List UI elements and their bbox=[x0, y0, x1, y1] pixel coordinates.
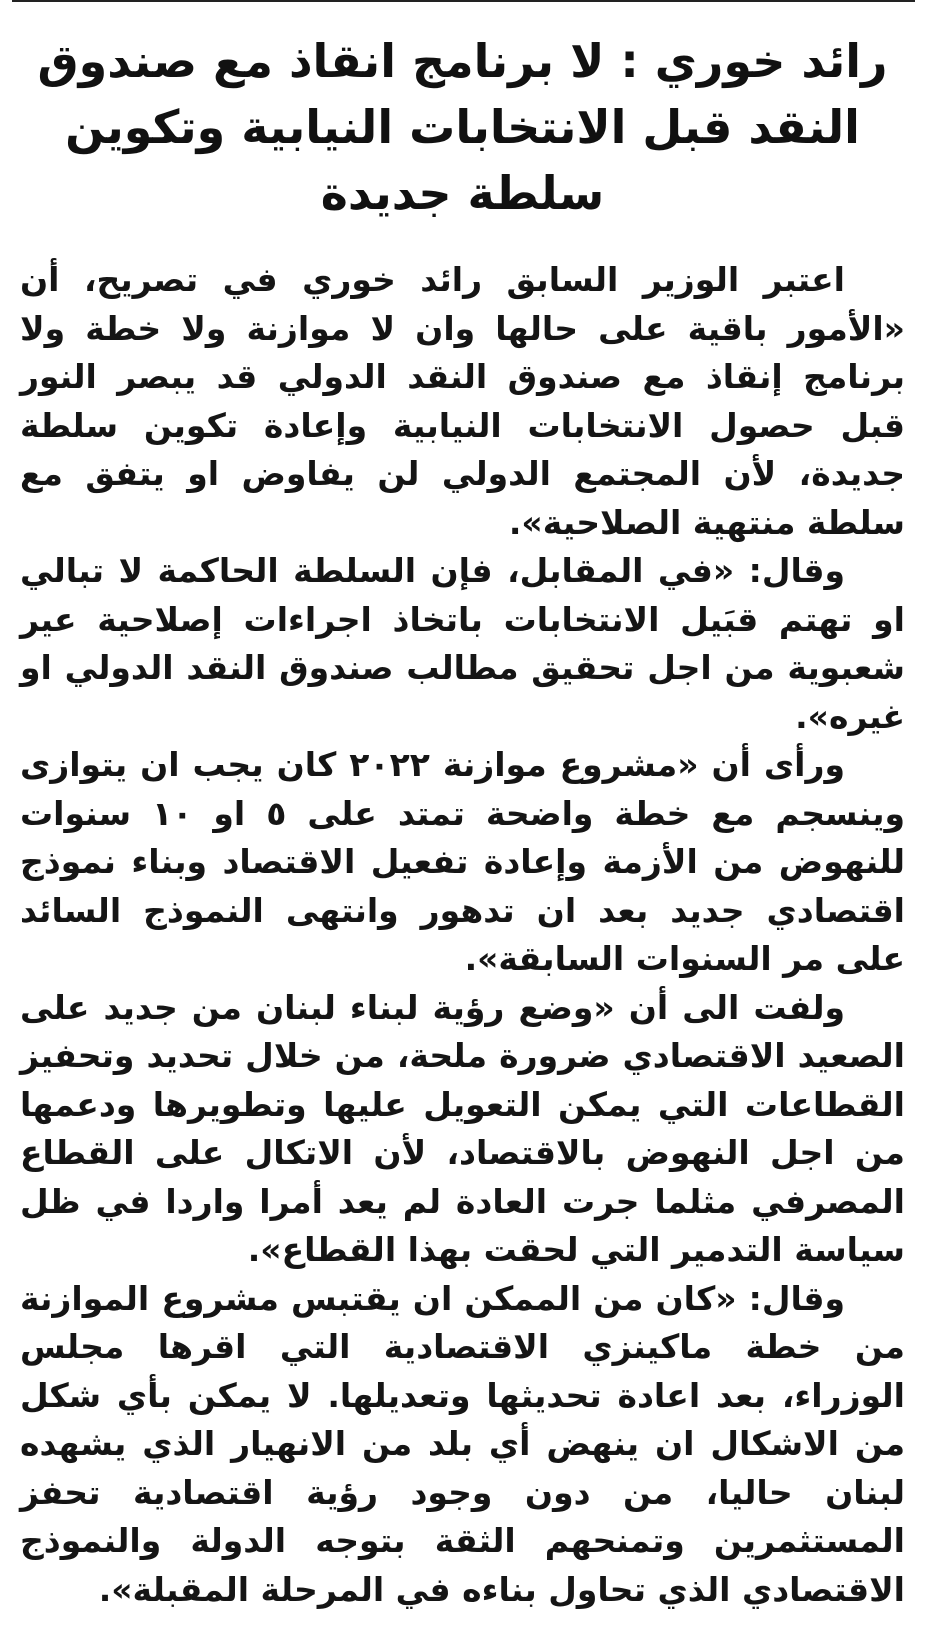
article-body bbox=[20, 256, 905, 1614]
top-divider-rule bbox=[12, 0, 915, 2]
article-paragraph: ولفت الى أن «وضع رؤية لبناء لبنان من جديد على الصعيد الاقتصادي ضرورة ملحة، من خلال تحديد وتحفيز القطاعات التي يمكن التعويل عليها وتطويرها ودعمها من اجل النهوض بالاقتصاد، لأن الاتكال على القطاع المصرفي مثلما جرت العادة لم يعد أمرا واردا في ظل سياسة التدمير التي لحقت بهذا القطاع». bbox=[20, 987, 905, 1269]
article-paragraph: وقال: «كان من الممكن ان يقتبس مشروع الموازنة من خطة ماكينزي الاقتصادية التي اقرها مجلس الوزراء، بعد اعادة تحديثها وتعديلها. لا يمكن بأي شكل من الاشكال ان ينهض أي بلد من الانهيار الذي يشهده لبنان حاليا، من دون وجود رؤية اقتصادية تحفز المستثمرين وتمنحهم الثقة بتوجه الدولة والنموذج الاقتصادي الذي تحاول بناءه في المرحلة المقبلة». bbox=[20, 1278, 905, 1609]
article-paragraph: اعتبر الوزير السابق رائد خوري في تصريح، أن «الأمور باقية على حالها وان لا موازنة ولا خطة ولا برنامج إنقاذ مع صندوق النقد الدولي قد يبصر النور قبل حصول الانتخابات النيابية وإعادة تكوين سلطة جديدة، لأن المجتمع الدولي لن يفاوض او يتفق مع سلطة منتهية الصلاحية». bbox=[20, 260, 905, 542]
article-paragraph: وقال: «في المقابل، فإن السلطة الحاكمة لا تبالي او تهتم قبَيل الانتخابات باتخاذ اجراءات إصلاحية عير شعبوية من اجل تحقيق مطالب صندوق النقد الدولي او غيره». bbox=[20, 551, 905, 736]
article-headline: رائد خوري : لا برنامج انقاذ مع صندوق النقد قبل الانتخابات النيابية وتكوين سلطة جديدة bbox=[37, 34, 888, 220]
article-paragraph: ورأى أن «مشروع موازنة ٢٠٢٢ كان يجب ان يتوازى وينسجم مع خطة واضحة تمتد على ٥ او ١٠ سنوات للنهوض من الأزمة وإعادة تفعيل الاقتصاد وبناء نموذج اقتصادي جديد بعد ان تدهور وانتهى النموذج السائد على مر السنوات السابقة». bbox=[20, 745, 905, 978]
news-article bbox=[20, 28, 905, 1614]
